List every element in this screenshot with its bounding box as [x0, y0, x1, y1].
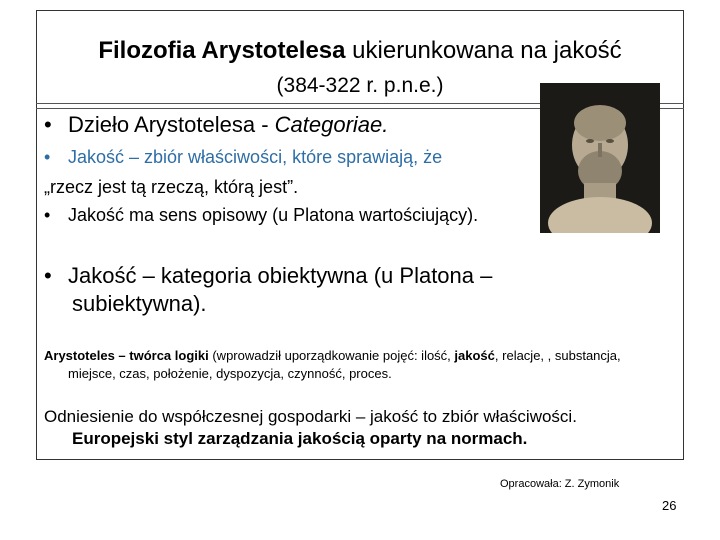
title-bold: Filozofia Arystotelesa [98, 37, 346, 64]
definition-line1: Jakość – zbiór właściwości, które sprawiają, że [68, 147, 443, 167]
logic-quality: jakość [454, 348, 495, 363]
bust-image [540, 83, 660, 233]
bullet-text: Dzieło Arystotelesa - [68, 112, 275, 137]
economy-paragraph [44, 406, 674, 450]
economy-line2: Europejski styl zarządzania jakością oparty na normach. [72, 429, 528, 448]
logic-bold: Arystoteles – twórca logiki [44, 348, 209, 363]
bullet-descriptive: • Jakość ma sens opisowy (u Platona wartościujący). [44, 205, 479, 225]
bullet-categoriae: • Dzieło Arystotelesa - Categoriae. [44, 112, 389, 137]
page-number: 26 [662, 498, 677, 513]
objective-line1: Jakość – kategoria obiektywna (u Platona – [68, 263, 493, 288]
logic-line2: miejsce, czas, położenie, dyspozycja, czynność, proces. [68, 366, 392, 381]
work-title: Categoriae. [274, 112, 389, 137]
slide-title [0, 36, 720, 66]
bullet-definition: • Jakość – zbiór właściwości, które sprawiają, że [44, 147, 443, 167]
slide-subtitle: (384-322 r. p.n.e.) [276, 74, 444, 97]
definition-quote: „rzecz jest tą rzeczą, którą jest”. [44, 177, 299, 197]
title-rest: ukierunkowana na jakość [345, 37, 622, 64]
bullet-objective: • Jakość – kategoria obiektywna (u Platona – subiektywna). [44, 262, 564, 318]
aristotle-portrait [540, 83, 660, 233]
objective-line2: subiektywna). [72, 291, 207, 316]
author-credit: Opracowała: Z. Zymonik [500, 478, 620, 490]
descriptive-text: Jakość ma sens opisowy (u Platona wartościujący). [68, 205, 479, 225]
logic-text2: , relacje, , substancja, [494, 348, 621, 363]
logic-text1: (wprowadził uporządkowanie pojęć: ilość, [208, 348, 455, 363]
logic-paragraph [44, 347, 674, 383]
economy-line1: Odniesienie do współczesnej gospodarki – jakość to zbiór właściwości. [44, 407, 577, 426]
